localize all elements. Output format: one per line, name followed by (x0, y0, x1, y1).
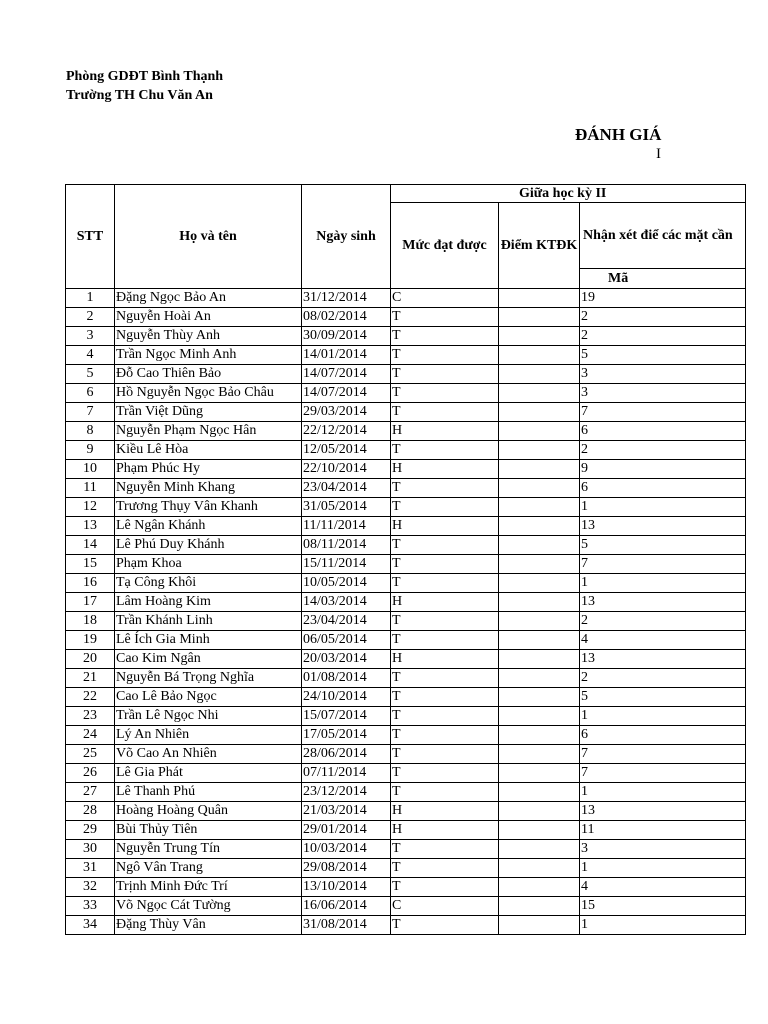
table-row (66, 460, 746, 479)
cell-score (499, 612, 580, 631)
cell-score (499, 498, 580, 517)
table-row (66, 365, 746, 384)
cell-code: 6 (580, 479, 746, 498)
cell-code: 4 (580, 631, 746, 650)
cell-stt: 3 (66, 327, 115, 346)
cell-code: 5 (580, 536, 746, 555)
cell-score (499, 517, 580, 536)
cell-dob: 10/03/2014 (302, 840, 391, 859)
cell-code: 7 (580, 764, 746, 783)
cell-stt: 26 (66, 764, 115, 783)
cell-score (499, 726, 580, 745)
cell-dob: 23/12/2014 (302, 783, 391, 802)
cell-stt: 29 (66, 821, 115, 840)
cell-code: 13 (580, 802, 746, 821)
cell-dob: 12/05/2014 (302, 441, 391, 460)
cell-score (499, 574, 580, 593)
table-row (66, 650, 746, 669)
cell-name: Cao Lê Bảo Ngọc (115, 688, 302, 707)
cell-dob: 14/01/2014 (302, 346, 391, 365)
table-row (66, 707, 746, 726)
cell-score (499, 783, 580, 802)
header-score: Điểm KTĐK (499, 203, 580, 289)
cell-score (499, 403, 580, 422)
cell-name: Tạ Công Khôi (115, 574, 302, 593)
cell-code: 7 (580, 555, 746, 574)
cell-level: T (391, 859, 499, 878)
cell-level: T (391, 384, 499, 403)
cell-code: 1 (580, 707, 746, 726)
cell-stt: 16 (66, 574, 115, 593)
cell-score (499, 384, 580, 403)
cell-code: 1 (580, 916, 746, 935)
cell-stt: 2 (66, 308, 115, 327)
header-comment: Nhận xét điể các mặt cần (580, 203, 746, 269)
cell-dob: 14/07/2014 (302, 365, 391, 384)
cell-dob: 29/03/2014 (302, 403, 391, 422)
table-row (66, 441, 746, 460)
cell-dob: 22/12/2014 (302, 422, 391, 441)
table-body (66, 289, 746, 935)
cell-score (499, 745, 580, 764)
cell-dob: 29/01/2014 (302, 821, 391, 840)
cell-score (499, 669, 580, 688)
cell-score (499, 593, 580, 612)
cell-name: Hoàng Hoàng Quân (115, 802, 302, 821)
table-row (66, 916, 746, 935)
header-name: Họ và tên (115, 185, 302, 289)
cell-score (499, 441, 580, 460)
cell-dob: 14/03/2014 (302, 593, 391, 612)
school-name: Trường TH Chu Văn An (66, 88, 213, 103)
table-row (66, 840, 746, 859)
cell-level: T (391, 612, 499, 631)
cell-level: H (391, 422, 499, 441)
header-level: Mức đạt được (391, 203, 499, 289)
cell-name: Đặng Thùy Vân (115, 916, 302, 935)
cell-score (499, 365, 580, 384)
cell-dob: 15/11/2014 (302, 555, 391, 574)
cell-code: 2 (580, 308, 746, 327)
cell-score (499, 536, 580, 555)
cell-stt: 28 (66, 802, 115, 821)
cell-code: 3 (580, 384, 746, 403)
cell-level: T (391, 308, 499, 327)
cell-code: 3 (580, 365, 746, 384)
cell-stt: 32 (66, 878, 115, 897)
cell-name: Trần Lê Ngọc Nhi (115, 707, 302, 726)
cell-level: T (391, 631, 499, 650)
cell-dob: 21/03/2014 (302, 802, 391, 821)
header-stt: STT (66, 185, 115, 289)
cell-dob: 10/05/2014 (302, 574, 391, 593)
cell-dob: 23/04/2014 (302, 479, 391, 498)
cell-stt: 33 (66, 897, 115, 916)
cell-name: Nguyễn Thùy Anh (115, 327, 302, 346)
cell-dob: 29/08/2014 (302, 859, 391, 878)
header-code: Mã (580, 269, 746, 289)
header-midterm-ii: Giữa học kỳ II (391, 185, 746, 203)
cell-level: H (391, 821, 499, 840)
cell-dob: 13/10/2014 (302, 878, 391, 897)
cell-dob: 06/05/2014 (302, 631, 391, 650)
cell-code: 13 (580, 517, 746, 536)
cell-name: Lâm Hoàng Kim (115, 593, 302, 612)
cell-dob: 31/12/2014 (302, 289, 391, 308)
table-row (66, 574, 746, 593)
cell-dob: 17/05/2014 (302, 726, 391, 745)
cell-level: C (391, 897, 499, 916)
table-row (66, 897, 746, 916)
cell-name: Lê Ngân Khánh (115, 517, 302, 536)
cell-stt: 15 (66, 555, 115, 574)
cell-stt: 5 (66, 365, 115, 384)
cell-level: T (391, 688, 499, 707)
cell-name: Trương Thụy Vân Khanh (115, 498, 302, 517)
cell-name: Hồ Nguyễn Ngọc Bảo Châu (115, 384, 302, 403)
cell-code: 2 (580, 327, 746, 346)
cell-score (499, 650, 580, 669)
cell-code: 3 (580, 840, 746, 859)
cell-code: 1 (580, 783, 746, 802)
cell-dob: 23/04/2014 (302, 612, 391, 631)
cell-name: Lê Phú Duy Khánh (115, 536, 302, 555)
cell-name: Ngô Vân Trang (115, 859, 302, 878)
cell-level: T (391, 574, 499, 593)
cell-code: 1 (580, 574, 746, 593)
cell-stt: 21 (66, 669, 115, 688)
table-row (66, 289, 746, 308)
cell-name: Nguyễn Bá Trọng Nghĩa (115, 669, 302, 688)
cell-level: T (391, 403, 499, 422)
cell-stt: 6 (66, 384, 115, 403)
cell-dob: 30/09/2014 (302, 327, 391, 346)
header-dob: Ngày sinh (302, 185, 391, 289)
cell-stt: 19 (66, 631, 115, 650)
table-row (66, 498, 746, 517)
cell-level: T (391, 346, 499, 365)
cell-stt: 1 (66, 289, 115, 308)
cell-name: Lê Gia Phát (115, 764, 302, 783)
cell-stt: 31 (66, 859, 115, 878)
cell-name: Nguyễn Trung Tín (115, 840, 302, 859)
cell-dob: 20/03/2014 (302, 650, 391, 669)
cell-name: Phạm Khoa (115, 555, 302, 574)
cell-stt: 11 (66, 479, 115, 498)
table-row (66, 821, 746, 840)
cell-name: Bùi Thủy Tiên (115, 821, 302, 840)
table-row (66, 631, 746, 650)
table-row (66, 593, 746, 612)
cell-score (499, 346, 580, 365)
cell-level: T (391, 555, 499, 574)
table-row (66, 783, 746, 802)
cell-level: T (391, 327, 499, 346)
cell-code: 15 (580, 897, 746, 916)
table-row (66, 346, 746, 365)
cell-code: 1 (580, 859, 746, 878)
table-row (66, 859, 746, 878)
table-row (66, 536, 746, 555)
document-title: ĐÁNH GIÁ (575, 125, 662, 144)
cell-stt: 25 (66, 745, 115, 764)
cell-level: C (391, 289, 499, 308)
cell-name: Nguyễn Hoài An (115, 308, 302, 327)
table-row (66, 764, 746, 783)
cell-level: T (391, 783, 499, 802)
cell-level: T (391, 669, 499, 688)
cell-level: H (391, 593, 499, 612)
cell-level: T (391, 726, 499, 745)
cell-level: T (391, 498, 499, 517)
cell-level: H (391, 517, 499, 536)
cell-score (499, 688, 580, 707)
cell-level: T (391, 745, 499, 764)
cell-name: Trần Việt Dũng (115, 403, 302, 422)
table-row (66, 403, 746, 422)
cell-code: 9 (580, 460, 746, 479)
cell-level: T (391, 479, 499, 498)
cell-score (499, 802, 580, 821)
cell-name: Đỗ Cao Thiên Bảo (115, 365, 302, 384)
cell-score (499, 878, 580, 897)
cell-score (499, 555, 580, 574)
cell-dob: 31/05/2014 (302, 498, 391, 517)
cell-code: 6 (580, 726, 746, 745)
cell-name: Trần Ngọc Minh Anh (115, 346, 302, 365)
table-row (66, 384, 746, 403)
cell-name: Đặng Ngọc Bảo An (115, 289, 302, 308)
cell-code: 19 (580, 289, 746, 308)
cell-code: 7 (580, 403, 746, 422)
cell-score (499, 460, 580, 479)
cell-level: T (391, 764, 499, 783)
cell-level: T (391, 878, 499, 897)
cell-stt: 34 (66, 916, 115, 935)
cell-code: 11 (580, 821, 746, 840)
cell-score (499, 916, 580, 935)
cell-name: Lý An Nhiên (115, 726, 302, 745)
cell-name: Lê Ích Gia Minh (115, 631, 302, 650)
cell-score (499, 859, 580, 878)
cell-name: Kiều Lê Hòa (115, 441, 302, 460)
cell-code: 13 (580, 593, 746, 612)
cell-stt: 17 (66, 593, 115, 612)
student-assessment-table (65, 184, 746, 935)
table-row (66, 479, 746, 498)
cell-stt: 10 (66, 460, 115, 479)
cell-level: H (391, 460, 499, 479)
table-row (66, 745, 746, 764)
cell-name: Phạm Phúc Hy (115, 460, 302, 479)
table-row (66, 688, 746, 707)
cell-score (499, 631, 580, 650)
table-row (66, 422, 746, 441)
cell-stt: 24 (66, 726, 115, 745)
cell-dob: 14/07/2014 (302, 384, 391, 403)
cell-dob: 31/08/2014 (302, 916, 391, 935)
table-row (66, 612, 746, 631)
cell-stt: 14 (66, 536, 115, 555)
cell-dob: 07/11/2014 (302, 764, 391, 783)
table-row (66, 517, 746, 536)
table-row (66, 555, 746, 574)
cell-stt: 27 (66, 783, 115, 802)
cell-score (499, 764, 580, 783)
cell-score (499, 897, 580, 916)
cell-score (499, 707, 580, 726)
table-row (66, 669, 746, 688)
document-subtitle: I (656, 146, 661, 162)
cell-name: Trần Khánh Linh (115, 612, 302, 631)
table-header (66, 185, 746, 289)
cell-dob: 28/06/2014 (302, 745, 391, 764)
cell-level: T (391, 840, 499, 859)
table-row (66, 726, 746, 745)
cell-stt: 23 (66, 707, 115, 726)
cell-stt: 12 (66, 498, 115, 517)
cell-stt: 20 (66, 650, 115, 669)
cell-level: T (391, 365, 499, 384)
cell-code: 4 (580, 878, 746, 897)
cell-score (499, 821, 580, 840)
cell-name: Võ Cao An Nhiên (115, 745, 302, 764)
cell-dob: 22/10/2014 (302, 460, 391, 479)
cell-code: 2 (580, 669, 746, 688)
cell-level: T (391, 707, 499, 726)
cell-dob: 11/11/2014 (302, 517, 391, 536)
cell-level: T (391, 536, 499, 555)
cell-code: 6 (580, 422, 746, 441)
cell-score (499, 422, 580, 441)
cell-name: Nguyễn Phạm Ngọc Hân (115, 422, 302, 441)
cell-level: T (391, 441, 499, 460)
cell-code: 5 (580, 346, 746, 365)
cell-name: Lê Thanh Phú (115, 783, 302, 802)
cell-code: 5 (580, 688, 746, 707)
cell-name: Cao Kim Ngân (115, 650, 302, 669)
cell-dob: 08/02/2014 (302, 308, 391, 327)
cell-stt: 18 (66, 612, 115, 631)
cell-code: 2 (580, 441, 746, 460)
cell-stt: 30 (66, 840, 115, 859)
cell-stt: 4 (66, 346, 115, 365)
cell-name: Trịnh Minh Đức Trí (115, 878, 302, 897)
cell-score (499, 479, 580, 498)
cell-code: 2 (580, 612, 746, 631)
cell-stt: 13 (66, 517, 115, 536)
cell-stt: 9 (66, 441, 115, 460)
cell-level: T (391, 916, 499, 935)
table-row (66, 878, 746, 897)
cell-code: 1 (580, 498, 746, 517)
cell-code: 7 (580, 745, 746, 764)
cell-dob: 01/08/2014 (302, 669, 391, 688)
cell-score (499, 840, 580, 859)
cell-dob: 16/06/2014 (302, 897, 391, 916)
cell-score (499, 308, 580, 327)
cell-level: H (391, 802, 499, 821)
department-name: Phòng GDĐT Bình Thạnh (66, 69, 224, 84)
cell-name: Nguyễn Minh Khang (115, 479, 302, 498)
cell-stt: 8 (66, 422, 115, 441)
cell-name: Võ Ngọc Cát Tường (115, 897, 302, 916)
cell-dob: 24/10/2014 (302, 688, 391, 707)
cell-dob: 15/07/2014 (302, 707, 391, 726)
table-row (66, 327, 746, 346)
cell-level: H (391, 650, 499, 669)
cell-stt: 7 (66, 403, 115, 422)
cell-stt: 22 (66, 688, 115, 707)
cell-code: 13 (580, 650, 746, 669)
cell-score (499, 289, 580, 308)
cell-score (499, 327, 580, 346)
cell-dob: 08/11/2014 (302, 536, 391, 555)
table-row (66, 802, 746, 821)
table-row (66, 308, 746, 327)
